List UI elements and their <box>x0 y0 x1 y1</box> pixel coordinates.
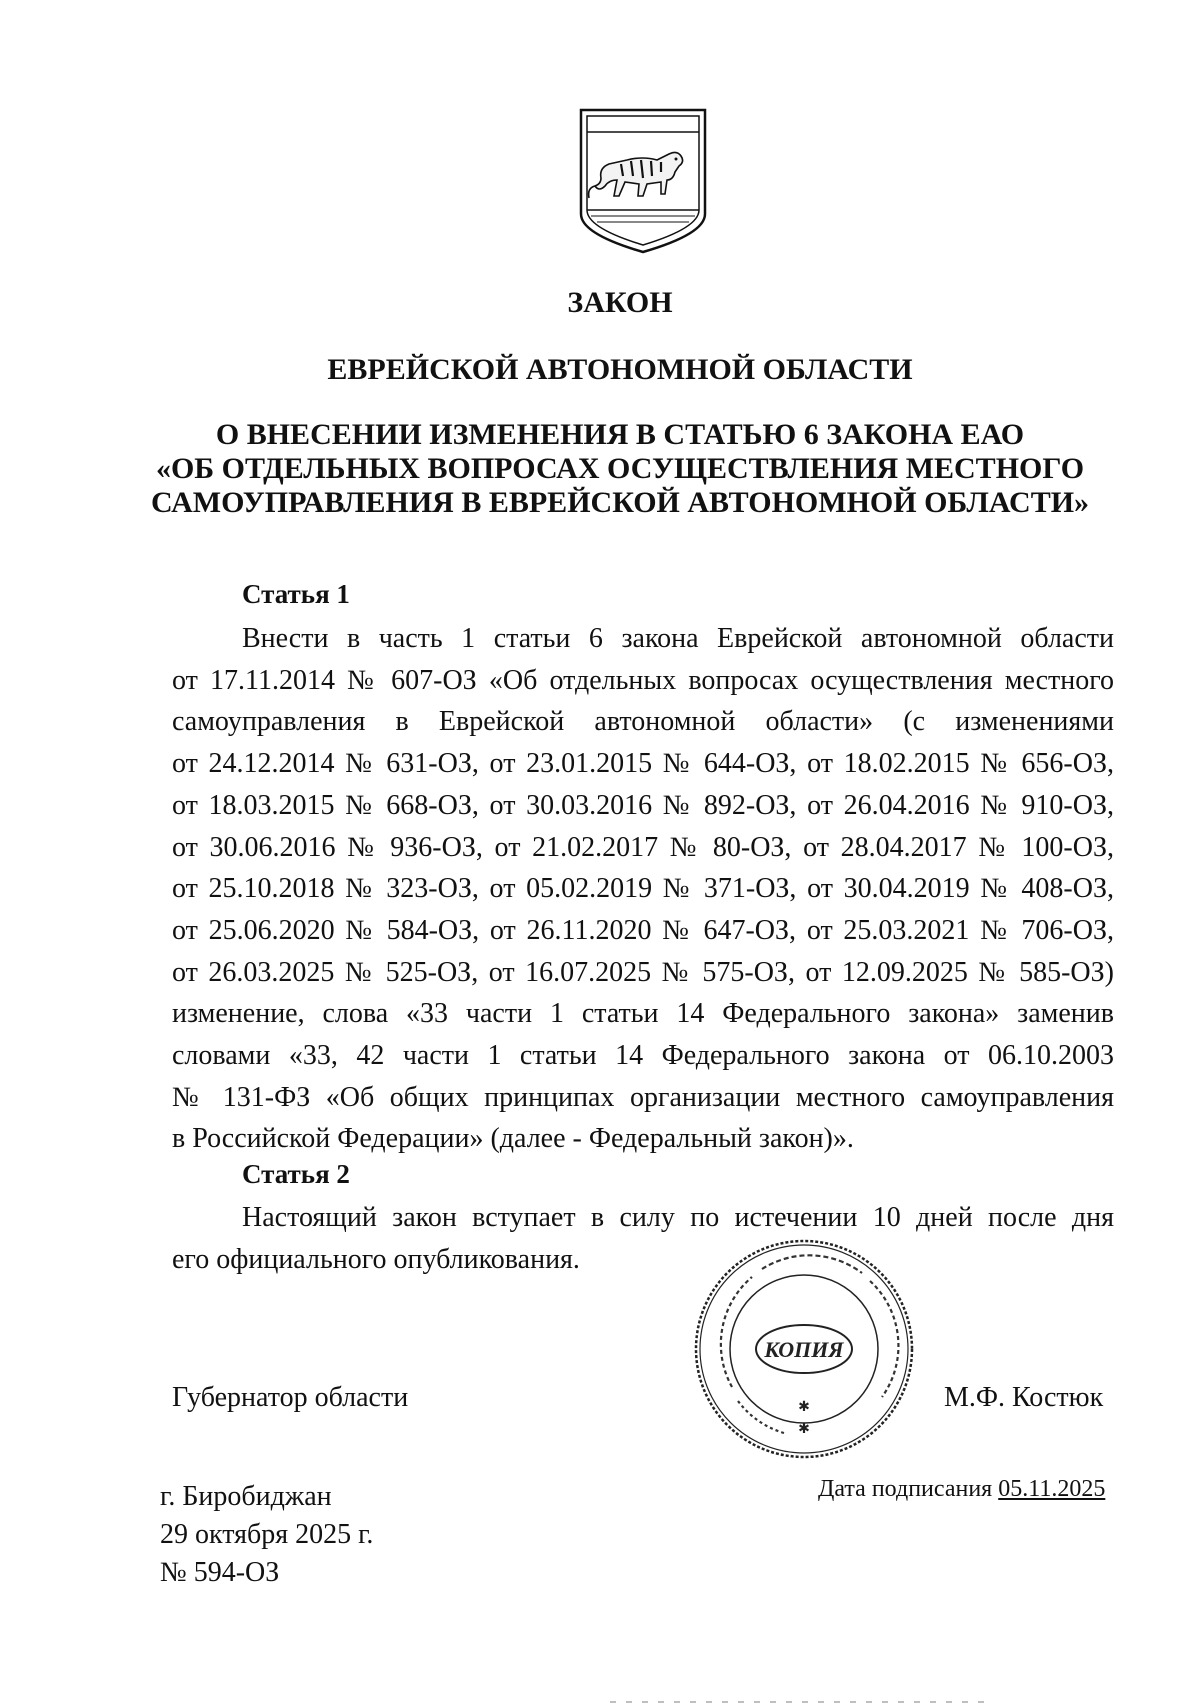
stamp-center-text: КОПИЯ <box>764 1337 844 1362</box>
tiger-icon <box>589 152 683 198</box>
text-line: от 18.03.2015 № 668-ОЗ, от 30.03.2016 № 892-ОЗ, от 26.04.2016 № 910-ОЗ, <box>172 789 1114 821</box>
signing-date <box>818 1474 1105 1504</box>
coat-of-arms-emblem <box>577 106 709 256</box>
text-line: Внести в часть 1 статьи 6 закона Еврейской автономной области <box>242 623 1114 654</box>
law-number: № 594-ОЗ <box>160 1557 280 1588</box>
law-title-line: «ОБ ОТДЕЛЬНЫХ ВОПРОСАХ ОСУЩЕСТВЛЕНИЯ МЕСТНОГО <box>155 452 1085 485</box>
text-line: от 25.06.2020 № 584-ОЗ, от 26.11.2020 № 647-ОЗ, от 25.03.2021 № 706-ОЗ, <box>172 914 1114 946</box>
city: г. Биробиджан <box>160 1481 332 1512</box>
text-line: от 26.03.2025 № 525-ОЗ, от 16.07.2025 № 575-ОЗ, от 12.09.2025 № 585-ОЗ) <box>172 956 1114 988</box>
article-1-heading: Статья 1 <box>242 579 350 609</box>
text-line: от 25.10.2018 № 323-ОЗ, от 05.02.2019 № 371-ОЗ, от 30.04.2019 № 408-ОЗ, <box>172 873 1114 905</box>
signing-date-value: 05.11.2025 <box>998 1476 1106 1502</box>
text-line: словами «33, 42 части 1 статьи 14 Федерального закона от 06.10.2003 <box>172 1040 1114 1072</box>
text-line: самоуправления в Еврейской автономной области» (с изменениями <box>172 706 1114 738</box>
text-line: его официального опубликования. <box>172 1243 580 1275</box>
text-line: № 131-ФЗ «Об общих принципах организации местного самоуправления <box>172 1081 1114 1113</box>
article-2-text <box>172 1197 1114 1280</box>
signatory-title: Губернатор области <box>172 1382 409 1413</box>
law-title-line: САМОУПРАВЛЕНИЯ В ЕВРЕЙСКОЙ АВТОНОМНОЙ ОБЛАСТИ» <box>150 486 1090 519</box>
law-title-line: О ВНЕСЕНИИ ИЗМЕНЕНИЯ В СТАТЬЮ 6 ЗАКОНА ЕАО <box>215 418 1025 451</box>
article-1-text <box>172 618 1114 1160</box>
text-line: Настоящий закон вступает в силу по истечении 10 дней после дня <box>242 1202 1114 1233</box>
scan-artifact <box>610 1700 990 1704</box>
place-date-block <box>160 1478 373 1592</box>
law-heading: ЗАКОН <box>567 286 673 319</box>
text-line: от 30.06.2016 № 936-ОЗ, от 21.02.2017 № 80-ОЗ, от 28.04.2017 № 100-ОЗ, <box>172 831 1114 863</box>
law-title <box>150 418 1090 520</box>
star-icon: ✱ <box>798 1400 810 1415</box>
text-line: изменение, слова «33 части 1 статьи 14 Федерального закона» заменив <box>172 998 1114 1030</box>
article-2-heading: Статья 2 <box>242 1159 350 1189</box>
text-line: от 17.11.2014 № 607-ОЗ «Об отдельных вопросах осуществления местного <box>172 664 1114 696</box>
official-stamp <box>692 1237 916 1461</box>
text-line: от 24.12.2014 № 631-ОЗ, от 23.01.2015 № 644-ОЗ, от 18.02.2015 № 656-ОЗ, <box>172 748 1114 780</box>
text-line: в Российской Федерации» (далее - Федеральный закон)». <box>172 1123 854 1155</box>
adoption-date: 29 октября 2025 г. <box>160 1519 374 1550</box>
signing-date-label: Дата подписания <box>818 1476 993 1502</box>
signatory-name: М.Ф. Костюк <box>944 1382 1104 1413</box>
region-heading: ЕВРЕЙСКОЙ АВТОНОМНОЙ ОБЛАСТИ <box>327 353 913 386</box>
star-icon: ✱ <box>798 1422 810 1437</box>
